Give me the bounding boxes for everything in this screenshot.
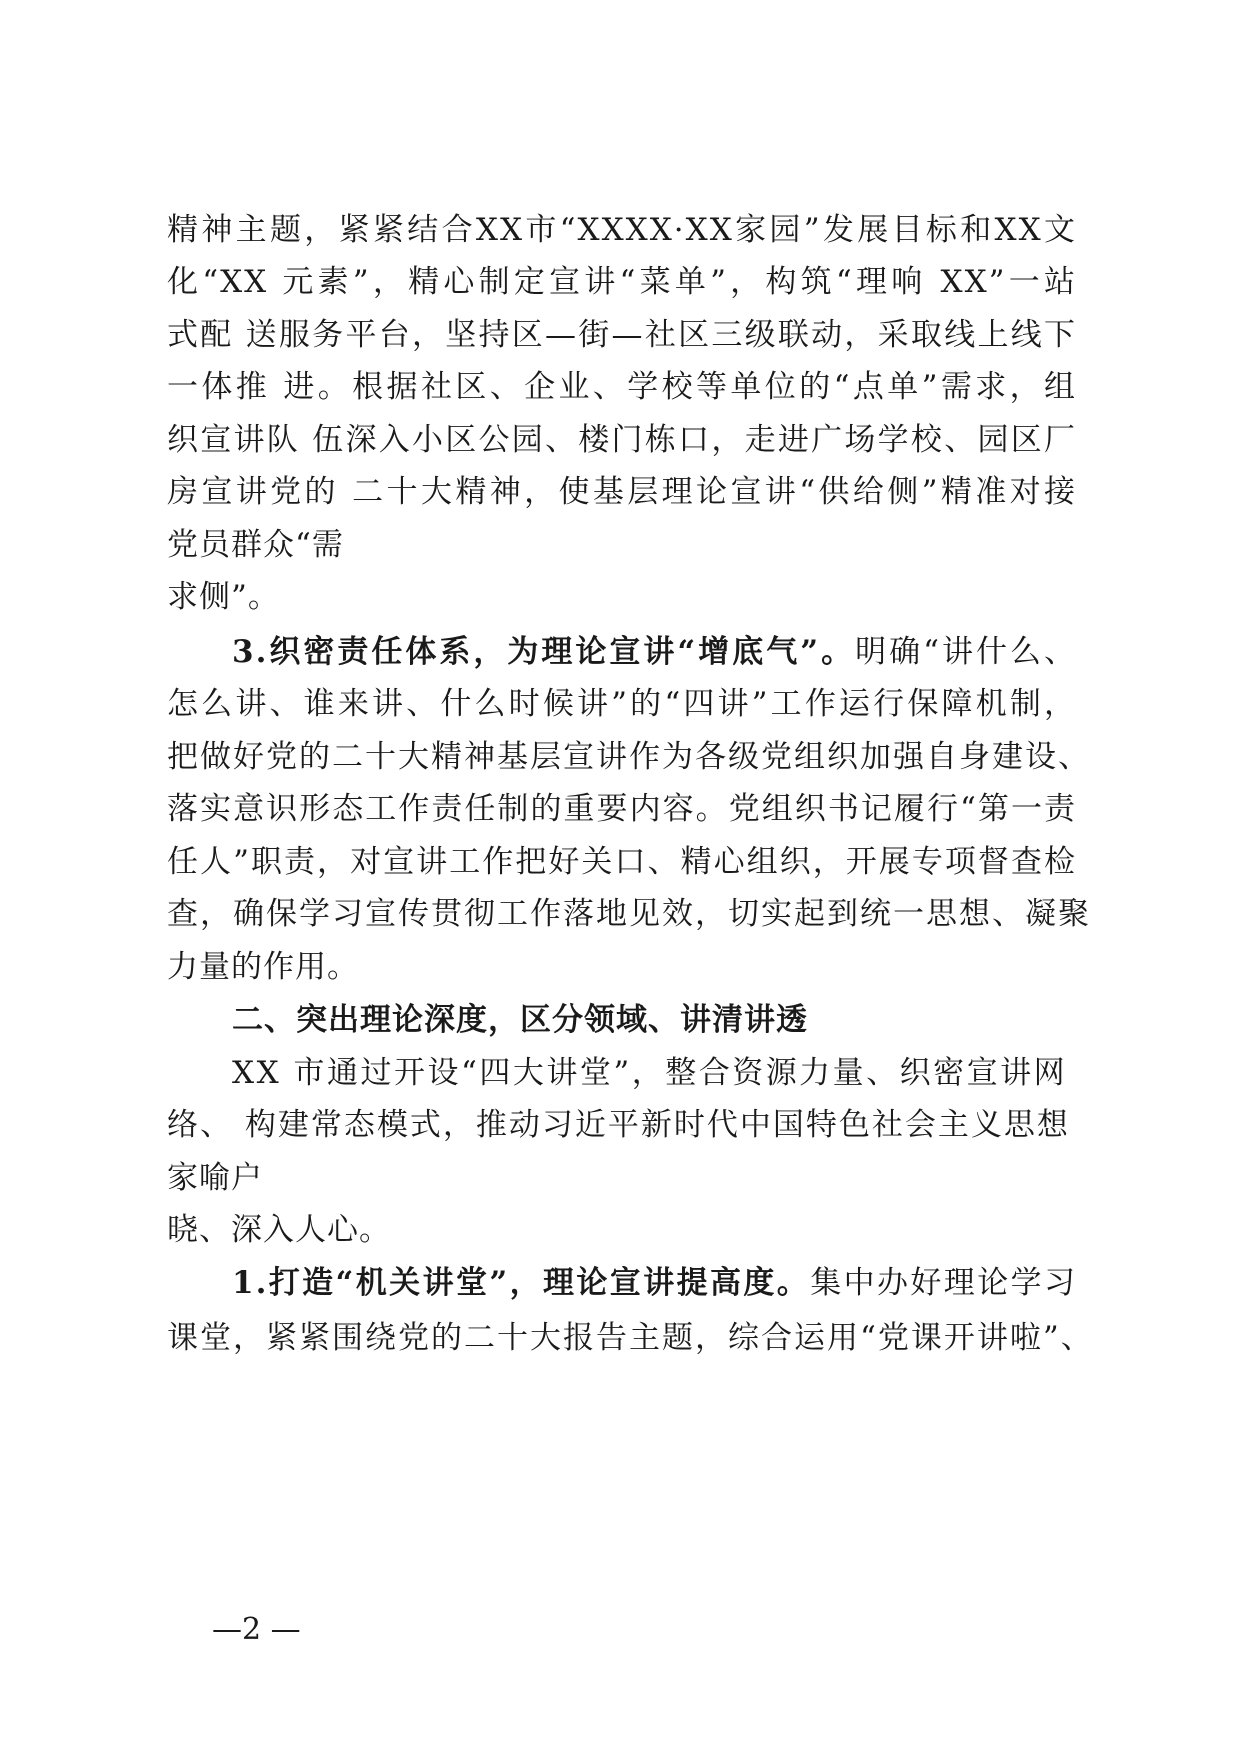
section-3-lead-text: 明确“讲什么、 [855,634,1077,670]
page-number: —2 — [212,1612,301,1647]
body-line-12: 落实意识形态工作责任制的重要内容。党组织书记履行“第一责 [167,791,1077,827]
body-line-1: 精神主题，紧紧结合XX市“XXXX·XX家园”发展目标和XX文 [167,212,1077,248]
section-two-heading: 二、突出理论深度，区分领域、讲清讲透 [232,1002,808,1038]
body-line-11: 把做好党的二十大精神基层宣讲作为各级党组织加强自身建设、 [167,739,1091,775]
body-line-14: 查，确保学习宣传贯彻工作落地见效，切实起到统一思想、凝聚 [167,896,1091,932]
section-3-paragraph-start [232,632,1077,672]
body-line-3: 式配 送服务平台，坚持区—街—社区三级联动，采取线上线下 [167,317,1077,353]
section-3-heading: 3.织密责任体系，为理论宣讲“增底气”。 [232,634,856,670]
body-line-8: 求侧”。 [167,579,280,615]
section-1-heading: 1.打造“机关讲堂”，理论宣讲提高度。 [232,1265,811,1301]
body-line-7: 党员群众“需 [167,527,344,563]
body-line-2: 化“XX 元素”，精心制定宣讲“菜单”，构筑“理响 XX”一站 [167,264,1077,300]
body-line-13: 任人”职责，对宣讲工作把好关口、精心组织，开展专项督查检 [167,844,1077,880]
body-line-22: 课堂，紧紧围绕党的二十大报告主题，综合运用“党课开讲啦”、 [167,1320,1094,1356]
body-line-18: 络、 构建常态模式，推动习近平新时代中国特色社会主义思想 [167,1107,1070,1143]
body-line-19: 家喻户 [167,1160,263,1196]
section-1-paragraph-start [232,1263,1077,1303]
body-line-20: 晓、深入人心。 [167,1212,391,1248]
body-line-6: 房宣讲党的 二十大精神，使基层理论宣讲“供给侧”精准对接 [167,474,1077,510]
body-line-4: 一体推 进。根据社区、企业、学校等单位的“点单”需求，组 [167,369,1077,405]
body-line-5: 织宣讲队 伍深入小区公园、楼门栋口，走进广场学校、园区厂 [167,422,1077,458]
body-line-10: 怎么讲、谁来讲、什么时候讲”的“四讲”工作运行保障机制， [167,686,1077,722]
body-line-15: 力量的作用。 [167,949,359,985]
body-line-17: XX 市通过开设“四大讲堂”，整合资源力量、织密宣讲网 [232,1055,1068,1091]
section-1-lead-text: 集中办好理论学习 [810,1265,1077,1301]
